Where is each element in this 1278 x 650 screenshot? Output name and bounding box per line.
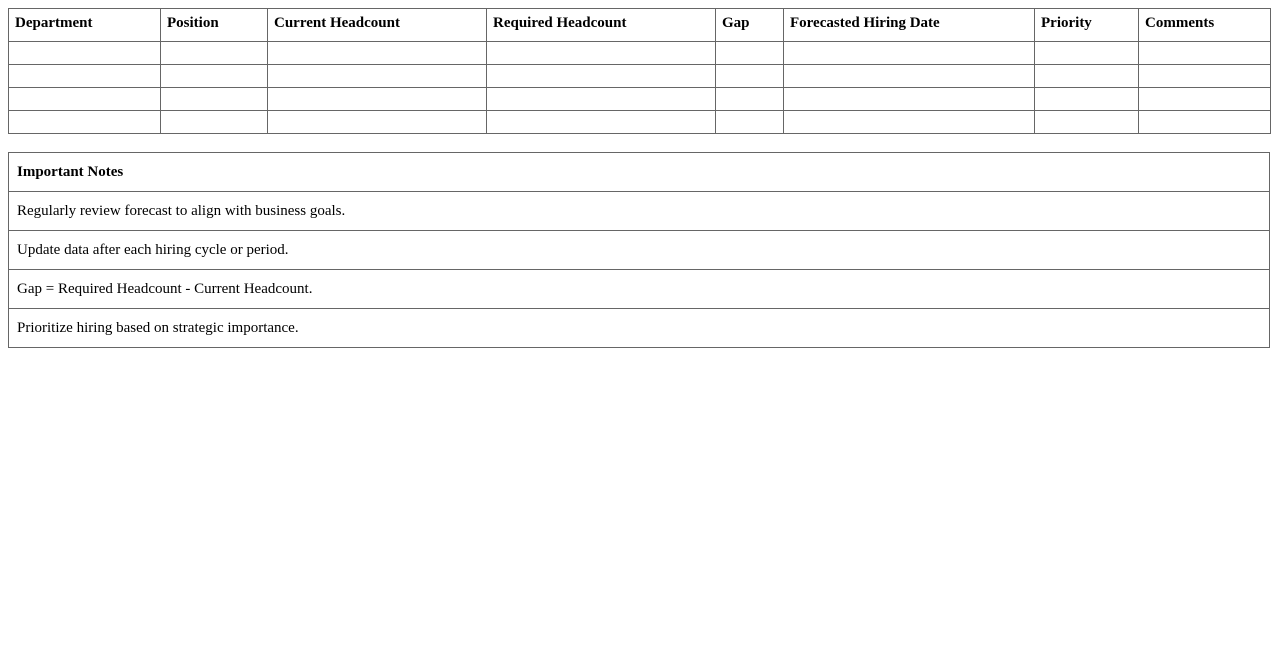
cell-comments[interactable] bbox=[1139, 88, 1271, 111]
notes-header-label: Important Notes bbox=[9, 153, 1270, 192]
notes-row bbox=[9, 270, 1270, 309]
column-header-comments: Comments bbox=[1139, 9, 1271, 42]
cell-position[interactable] bbox=[161, 65, 268, 88]
cell-department[interactable] bbox=[9, 42, 161, 65]
note-item: Regularly review forecast to align with business goals. bbox=[9, 192, 1270, 231]
table-header-row bbox=[9, 9, 1271, 42]
cell-required-headcount[interactable] bbox=[487, 42, 716, 65]
column-header-required-headcount: Required Headcount bbox=[487, 9, 716, 42]
cell-forecasted-hiring-date[interactable] bbox=[784, 42, 1035, 65]
note-item: Prioritize hiring based on strategic importance. bbox=[9, 309, 1270, 348]
note-item: Update data after each hiring cycle or period. bbox=[9, 231, 1270, 270]
cell-position[interactable] bbox=[161, 88, 268, 111]
cell-department[interactable] bbox=[9, 88, 161, 111]
table-spacer bbox=[8, 134, 1270, 152]
important-notes-table bbox=[8, 152, 1270, 348]
cell-current-headcount[interactable] bbox=[268, 111, 487, 134]
cell-required-headcount[interactable] bbox=[487, 111, 716, 134]
cell-comments[interactable] bbox=[1139, 42, 1271, 65]
cell-gap[interactable] bbox=[716, 88, 784, 111]
column-header-forecasted-hiring-date: Forecasted Hiring Date bbox=[784, 9, 1035, 42]
cell-priority[interactable] bbox=[1035, 88, 1139, 111]
cell-gap[interactable] bbox=[716, 42, 784, 65]
cell-department[interactable] bbox=[9, 65, 161, 88]
table-row[interactable] bbox=[9, 111, 1271, 134]
cell-forecasted-hiring-date[interactable] bbox=[784, 88, 1035, 111]
notes-row bbox=[9, 309, 1270, 348]
cell-comments[interactable] bbox=[1139, 65, 1271, 88]
cell-current-headcount[interactable] bbox=[268, 42, 487, 65]
column-header-current-headcount: Current Headcount bbox=[268, 9, 487, 42]
table-row[interactable] bbox=[9, 65, 1271, 88]
cell-comments[interactable] bbox=[1139, 111, 1271, 134]
notes-row bbox=[9, 231, 1270, 270]
table-row[interactable] bbox=[9, 88, 1271, 111]
cell-required-headcount[interactable] bbox=[487, 65, 716, 88]
column-header-department: Department bbox=[9, 9, 161, 42]
notes-header-row bbox=[9, 153, 1270, 192]
cell-position[interactable] bbox=[161, 111, 268, 134]
column-header-position: Position bbox=[161, 9, 268, 42]
headcount-forecast-table bbox=[8, 8, 1271, 134]
cell-current-headcount[interactable] bbox=[268, 65, 487, 88]
cell-priority[interactable] bbox=[1035, 65, 1139, 88]
cell-priority[interactable] bbox=[1035, 111, 1139, 134]
column-header-priority: Priority bbox=[1035, 9, 1139, 42]
notes-row bbox=[9, 192, 1270, 231]
cell-position[interactable] bbox=[161, 42, 268, 65]
cell-current-headcount[interactable] bbox=[268, 88, 487, 111]
cell-gap[interactable] bbox=[716, 65, 784, 88]
column-header-gap: Gap bbox=[716, 9, 784, 42]
cell-priority[interactable] bbox=[1035, 42, 1139, 65]
cell-forecasted-hiring-date[interactable] bbox=[784, 65, 1035, 88]
table-row[interactable] bbox=[9, 42, 1271, 65]
cell-required-headcount[interactable] bbox=[487, 88, 716, 111]
note-item: Gap = Required Headcount - Current Headcount. bbox=[9, 270, 1270, 309]
cell-gap[interactable] bbox=[716, 111, 784, 134]
cell-forecasted-hiring-date[interactable] bbox=[784, 111, 1035, 134]
cell-department[interactable] bbox=[9, 111, 161, 134]
